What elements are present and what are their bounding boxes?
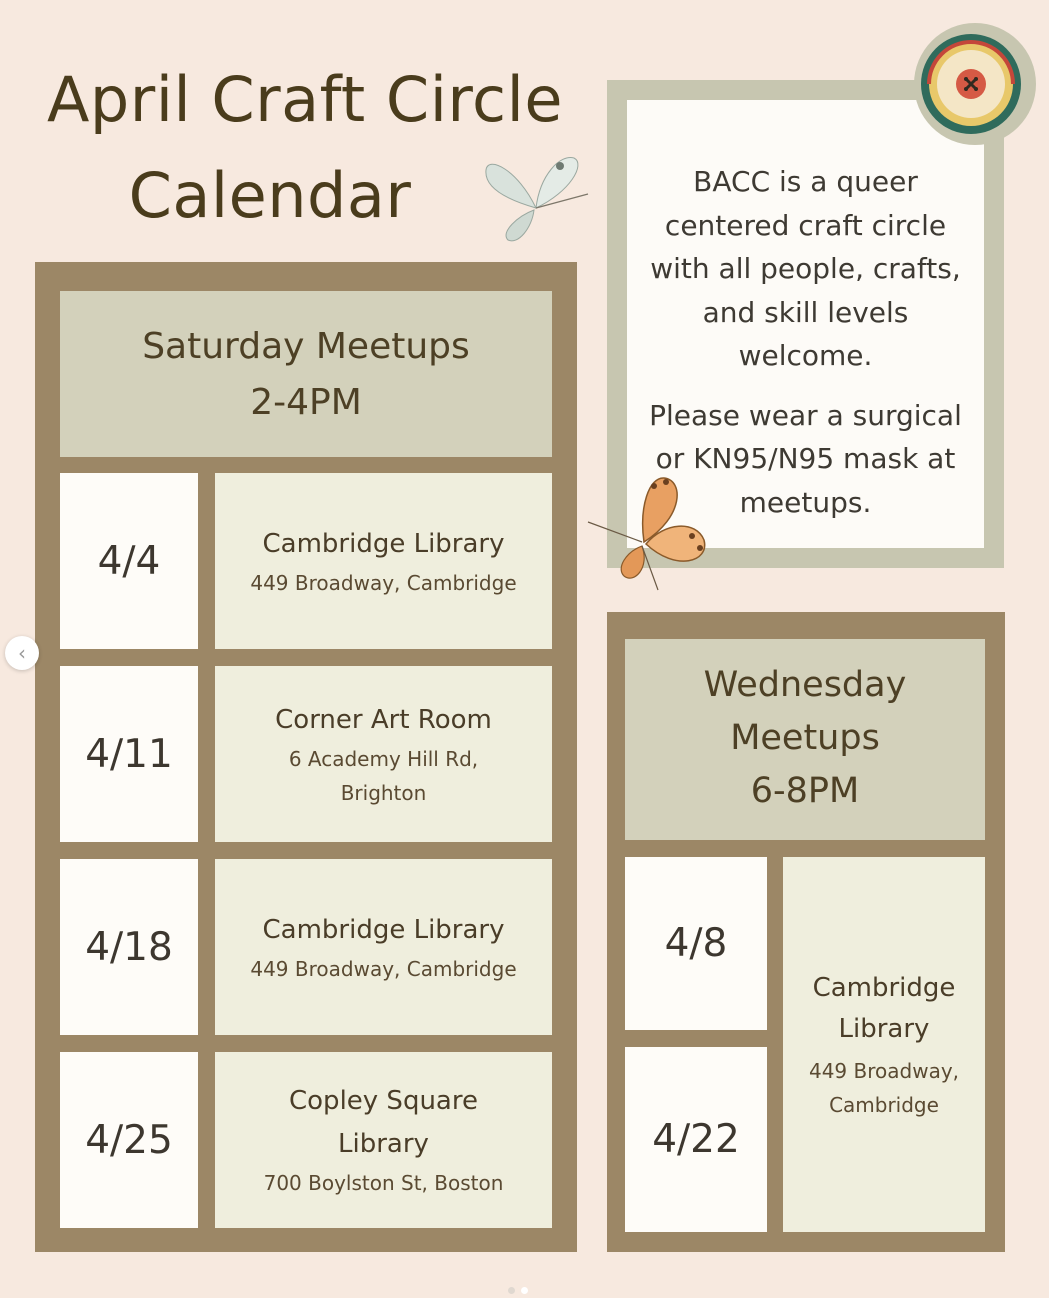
date-label: 4/18 — [85, 924, 173, 970]
carousel-dots — [508, 1287, 528, 1294]
wednesday-time: 6-8PM — [750, 771, 860, 811]
info-mask-text: Please wear a surgical or KN95/N95 mask at meetups. — [649, 398, 962, 519]
date-cell — [60, 473, 198, 649]
saturday-time: 2-4PM — [250, 382, 362, 423]
location-name: Copley Square Library — [289, 1086, 478, 1159]
wednesday-schedule — [607, 612, 1005, 1252]
date-cell — [60, 859, 198, 1035]
location-address: 449 Broadway, Cambridge — [808, 1058, 960, 1117]
date-label: 4/8 — [664, 921, 728, 966]
date-cell — [625, 857, 767, 1030]
date-label: 4/4 — [97, 538, 161, 584]
wednesday-header — [625, 639, 985, 840]
wednesday-title-1: Wednesday — [703, 665, 907, 705]
butterfly-illustration — [478, 150, 593, 245]
saturday-title: Saturday Meetups — [142, 326, 470, 367]
bacc-logo — [913, 22, 1037, 146]
date-label: 4/11 — [85, 731, 173, 777]
chevron-left-icon: ‹ — [18, 641, 26, 665]
location-cell — [215, 473, 552, 649]
location-address: 700 Boylston St, Boston — [263, 1171, 504, 1195]
carousel-dot-active[interactable] — [521, 1287, 528, 1294]
title-line-2: Calendar — [128, 159, 412, 232]
location-cell — [215, 1052, 552, 1228]
date-label: 4/22 — [652, 1117, 740, 1162]
location-cell — [783, 857, 985, 1232]
location-name: Cambridge Library — [812, 972, 956, 1044]
wednesday-title-2: Meetups — [730, 718, 880, 758]
location-address: 449 Broadway, Cambridge — [250, 570, 517, 595]
carousel-prev-button[interactable] — [5, 636, 39, 670]
location-name: Cambridge Library — [262, 528, 505, 559]
location-cell — [215, 666, 552, 842]
saturday-header — [60, 291, 552, 457]
date-cell — [60, 1052, 198, 1228]
date-cell — [625, 1047, 767, 1232]
location-name: Cambridge Library — [262, 914, 505, 945]
info-welcome-text: BACC is a queer centered craft circle with all people, crafts, and skill levels welcome. — [650, 165, 961, 372]
location-name: Corner Art Room — [275, 704, 492, 735]
carousel-dot[interactable] — [508, 1287, 515, 1294]
location-address: 449 Broadway, Cambridge — [250, 956, 517, 981]
date-label: 4/25 — [85, 1117, 173, 1163]
saturday-schedule — [35, 262, 577, 1252]
date-cell — [60, 666, 198, 842]
title-line-1: April Craft Circle — [46, 63, 564, 136]
location-cell — [215, 859, 552, 1035]
location-address: 6 Academy Hill Rd, Brighton — [288, 746, 479, 805]
orange-butterfly-illustration — [584, 472, 714, 594]
